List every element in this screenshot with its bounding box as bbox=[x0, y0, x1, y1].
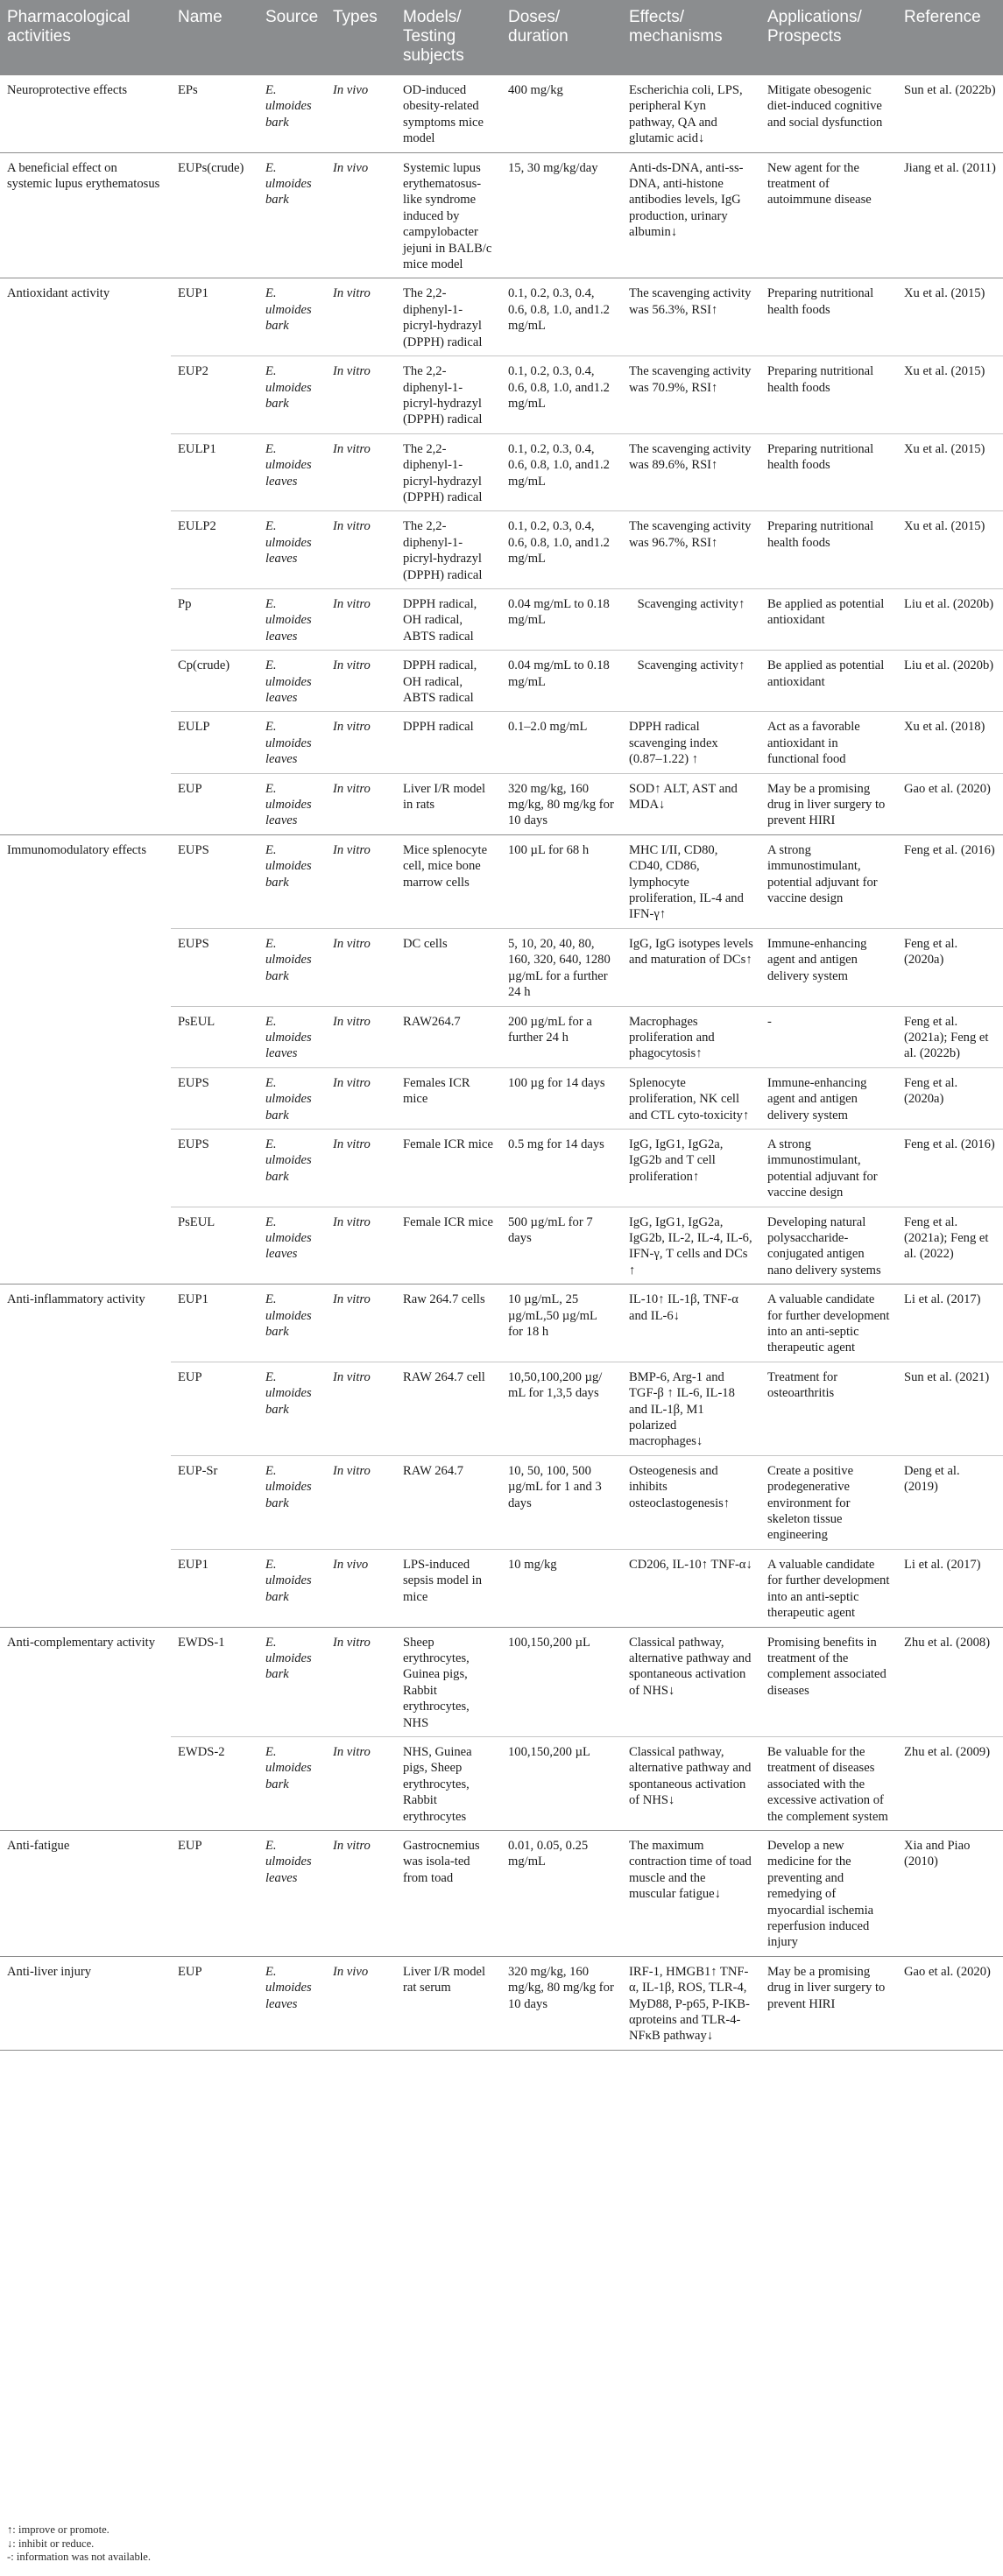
cell-type: In vitro bbox=[326, 356, 396, 434]
footnotes bbox=[7, 2523, 151, 2565]
header-models: Models/ Testing subjects bbox=[396, 0, 501, 75]
cell-reference: Feng et al. (2016) bbox=[897, 1129, 1003, 1207]
cell-activity: Anti-liver injury bbox=[0, 1956, 171, 2050]
cell-effect: CD206, IL-10↑ TNF-α↓ bbox=[622, 1549, 760, 1627]
cell-model: The 2,2-diphenyl-1-picryl-hydrazyl (DPPH) radical bbox=[396, 511, 501, 589]
cell-effect: Classical pathway, alternative pathway and spontaneous activation of NHS↓ bbox=[622, 1736, 760, 1830]
cell-activity: A beneficial effect on systemic lupus erythematosus bbox=[0, 152, 171, 278]
cell-application: Immune-enhancing agent and antigen delivery system bbox=[760, 928, 897, 1006]
cell-dose: 100 µL for 68 h bbox=[501, 834, 622, 928]
cell-effect: Splenocyte proliferation, NK cell and CTL cyto-toxicity↑ bbox=[622, 1067, 760, 1129]
cell-model: DPPH radical, OH radical, ABTS radical bbox=[396, 651, 501, 712]
cell-name: EUPS bbox=[171, 834, 258, 928]
cell-effect: IRF-1, HMGB1↑ TNF-α, IL-1β, ROS, TLR-4, MyD88, P-p65, P-IKB-αproteins and TLR-4-NFκB pathway↓ bbox=[622, 1956, 760, 2050]
cell-application: Preparing nutritional health foods bbox=[760, 356, 897, 434]
cell-reference: Liu et al. (2020b) bbox=[897, 651, 1003, 712]
cell-application: Act as a favorable antioxidant in functional food bbox=[760, 712, 897, 773]
cell-model: Liver I/R model rat serum bbox=[396, 1956, 501, 2050]
cell-name: EUPs(crude) bbox=[171, 152, 258, 278]
table-row bbox=[0, 1627, 1003, 1736]
cell-type: In vitro bbox=[326, 1207, 396, 1284]
cell-model: Female ICR mice bbox=[396, 1129, 501, 1207]
cell-type: In vitro bbox=[326, 1830, 396, 1956]
cell-application: Immune-enhancing agent and antigen delivery system bbox=[760, 1067, 897, 1129]
cell-dose: 10, 50, 100, 500 µg/mL for 1 and 3 days bbox=[501, 1455, 622, 1549]
cell-application: Promising benefits in treatment of the complement associated diseases bbox=[760, 1627, 897, 1736]
cell-source: E. ulmoides leaves bbox=[258, 511, 326, 589]
cell-name: Pp bbox=[171, 588, 258, 650]
cell-name: EUP bbox=[171, 1362, 258, 1455]
cell-model: Systemic lupus erythematosus-like syndrome induced by campylobacter jejuni in BALB/c mice model bbox=[396, 152, 501, 278]
cell-reference: Li et al. (2017) bbox=[897, 1549, 1003, 1627]
cell-dose: 320 mg/kg, 160 mg/kg, 80 mg/kg for 10 days bbox=[501, 1956, 622, 2050]
table-row bbox=[0, 75, 1003, 153]
cell-activity: Anti-fatigue bbox=[0, 1830, 171, 1956]
cell-source: E. ulmoides leaves bbox=[258, 651, 326, 712]
cell-application: Preparing nutritional health foods bbox=[760, 511, 897, 589]
cell-name: EPs bbox=[171, 75, 258, 153]
cell-reference: Feng et al. (2016) bbox=[897, 834, 1003, 928]
cell-effect: The scavenging activity was 70.9%, RSI↑ bbox=[622, 356, 760, 434]
cell-model: Sheep erythrocytes, Guinea pigs, Rabbit erythrocytes, NHS bbox=[396, 1627, 501, 1736]
cell-dose: 0.1, 0.2, 0.3, 0.4, 0.6, 0.8, 1.0, and1.2 mg/mL bbox=[501, 356, 622, 434]
cell-name: EWDS-1 bbox=[171, 1627, 258, 1736]
cell-name: EUP bbox=[171, 1956, 258, 2050]
cell-source: E. ulmoides bark bbox=[258, 1284, 326, 1362]
cell-source: E. ulmoides bark bbox=[258, 1736, 326, 1830]
cell-source: E. ulmoides bark bbox=[258, 1627, 326, 1736]
table-header-row bbox=[0, 0, 1003, 75]
cell-reference: Xu et al. (2015) bbox=[897, 278, 1003, 356]
cell-reference: Feng et al. (2020a) bbox=[897, 1067, 1003, 1129]
cell-source: E. ulmoides leaves bbox=[258, 433, 326, 511]
cell-source: E. ulmoides bark bbox=[258, 834, 326, 928]
cell-reference: Xu et al. (2018) bbox=[897, 712, 1003, 773]
cell-source: E. ulmoides leaves bbox=[258, 1207, 326, 1284]
cell-type: In vitro bbox=[326, 651, 396, 712]
cell-type: In vitro bbox=[326, 588, 396, 650]
header-applications: Applications/ Prospects bbox=[760, 0, 897, 75]
cell-effect: The scavenging activity was 89.6%, RSI↑ bbox=[622, 433, 760, 511]
cell-type: In vitro bbox=[326, 278, 396, 356]
cell-effect: MHC I/II, CD80, CD40, CD86, lymphocyte proliferation, IL-4 and IFN-γ↑ bbox=[622, 834, 760, 928]
cell-source: E. ulmoides leaves bbox=[258, 588, 326, 650]
cell-dose: 15, 30 mg/kg/day bbox=[501, 152, 622, 278]
cell-activity: Antioxidant activity bbox=[0, 278, 171, 834]
cell-reference: Xu et al. (2015) bbox=[897, 511, 1003, 589]
header-name: Name bbox=[171, 0, 258, 75]
cell-name: EULP1 bbox=[171, 433, 258, 511]
cell-source: E. ulmoides bark bbox=[258, 1129, 326, 1207]
cell-dose: 0.5 mg for 14 days bbox=[501, 1129, 622, 1207]
cell-model: Raw 264.7 cells bbox=[396, 1284, 501, 1362]
header-source: Source bbox=[258, 0, 326, 75]
cell-dose: 0.1, 0.2, 0.3, 0.4, 0.6, 0.8, 1.0, and1.2 mg/mL bbox=[501, 511, 622, 589]
cell-dose: 10 µg/mL, 25 µg/mL,50 µg/mL for 18 h bbox=[501, 1284, 622, 1362]
cell-activity: Immunomodulatory effects bbox=[0, 834, 171, 1284]
cell-source: E. ulmoides leaves bbox=[258, 712, 326, 773]
cell-name: EUP bbox=[171, 1830, 258, 1956]
cell-application: Be valuable for the treatment of diseases associated with the excessive activation of the complement system bbox=[760, 1736, 897, 1830]
cell-effect: IgG, IgG1, IgG2a, IgG2b, IL-2, IL-4, IL-6, IFN-γ, T cells and DCs ↑ bbox=[622, 1207, 760, 1284]
footnote-improve: ↑: improve or promote. bbox=[7, 2523, 109, 2536]
footnote-inhibit: ↓: inhibit or reduce. bbox=[7, 2537, 95, 2550]
cell-source: E. ulmoides bark bbox=[258, 1455, 326, 1549]
table-body bbox=[0, 75, 1003, 2051]
cell-dose: 0.1–2.0 mg/mL bbox=[501, 712, 622, 773]
cell-name: Cp(crude) bbox=[171, 651, 258, 712]
cell-application: Mitigate obesogenic diet-induced cognitive and social dysfunction bbox=[760, 75, 897, 153]
cell-model: Gastrocnemius was isola-ted from toad bbox=[396, 1830, 501, 1956]
cell-model: DPPH radical bbox=[396, 712, 501, 773]
cell-reference: Xu et al. (2015) bbox=[897, 356, 1003, 434]
cell-dose: 100 µg for 14 days bbox=[501, 1067, 622, 1129]
cell-type: In vitro bbox=[326, 1736, 396, 1830]
cell-application: Develop a new medicine for the preventing and remedying of myocardial ischemia reperfusion induced injury bbox=[760, 1830, 897, 1956]
cell-application: Be applied as potential antioxidant bbox=[760, 651, 897, 712]
cell-reference: Liu et al. (2020b) bbox=[897, 588, 1003, 650]
cell-type: In vitro bbox=[326, 511, 396, 589]
cell-application: New agent for the treatment of autoimmune disease bbox=[760, 152, 897, 278]
cell-effect: Escherichia coli, LPS, peripheral Kyn pathway, QA and glutamic acid↓ bbox=[622, 75, 760, 153]
cell-name: EUPS bbox=[171, 928, 258, 1006]
cell-model: Liver I/R model in rats bbox=[396, 773, 501, 834]
cell-model: The 2,2-diphenyl-1-picryl-hydrazyl (DPPH) radical bbox=[396, 356, 501, 434]
cell-model: Females ICR mice bbox=[396, 1067, 501, 1129]
header-types: Types bbox=[326, 0, 396, 75]
cell-effect: Osteogenesis and inhibits osteoclastogenesis↑ bbox=[622, 1455, 760, 1549]
cell-type: In vitro bbox=[326, 1284, 396, 1362]
cell-reference: Zhu et al. (2009) bbox=[897, 1736, 1003, 1830]
cell-dose: 0.04 mg/mL to 0.18 mg/mL bbox=[501, 651, 622, 712]
cell-activity: Neuroprotective effects bbox=[0, 75, 171, 153]
cell-name: EUPS bbox=[171, 1067, 258, 1129]
cell-model: Mice splenocyte cell, mice bone marrow cells bbox=[396, 834, 501, 928]
cell-source: E. ulmoides leaves bbox=[258, 1956, 326, 2050]
header-reference: Reference bbox=[897, 0, 1003, 75]
cell-application: Be applied as potential antioxidant bbox=[760, 588, 897, 650]
cell-effect: IL-10↑ IL-1β, TNF-α and IL-6↓ bbox=[622, 1284, 760, 1362]
cell-source: E. ulmoides bark bbox=[258, 1067, 326, 1129]
cell-reference: Sun et al. (2022b) bbox=[897, 75, 1003, 153]
cell-dose: 100,150,200 µL bbox=[501, 1736, 622, 1830]
table-row bbox=[0, 152, 1003, 278]
header-doses: Doses/ duration bbox=[501, 0, 622, 75]
header-activity: Pharmacological activities bbox=[0, 0, 171, 75]
cell-effect: The maximum contraction time of toad muscle and the muscular fatigue↓ bbox=[622, 1830, 760, 1956]
cell-source: E. ulmoides leaves bbox=[258, 773, 326, 834]
cell-type: In vivo bbox=[326, 152, 396, 278]
cell-application: Preparing nutritional health foods bbox=[760, 278, 897, 356]
cell-type: In vitro bbox=[326, 834, 396, 928]
cell-name: EULP bbox=[171, 712, 258, 773]
cell-model: RAW264.7 bbox=[396, 1006, 501, 1067]
cell-source: E. ulmoides bark bbox=[258, 356, 326, 434]
cell-application: Developing natural polysaccharide-conjugated antigen nano delivery systems bbox=[760, 1207, 897, 1284]
cell-type: In vitro bbox=[326, 1129, 396, 1207]
cell-reference: Feng et al. (2020a) bbox=[897, 928, 1003, 1006]
cell-dose: 5, 10, 20, 40, 80, 160, 320, 640, 1280 µg/mL for a further 24 h bbox=[501, 928, 622, 1006]
cell-model: RAW 264.7 bbox=[396, 1455, 501, 1549]
cell-application: Preparing nutritional health foods bbox=[760, 433, 897, 511]
cell-type: In vitro bbox=[326, 1006, 396, 1067]
cell-dose: 400 mg/kg bbox=[501, 75, 622, 153]
cell-activity: Anti-complementary activity bbox=[0, 1627, 171, 1830]
cell-reference: Deng et al. (2019) bbox=[897, 1455, 1003, 1549]
cell-type: In vitro bbox=[326, 712, 396, 773]
cell-type: In vivo bbox=[326, 75, 396, 153]
cell-model: Female ICR mice bbox=[396, 1207, 501, 1284]
cell-application: Treatment for osteoarthritis bbox=[760, 1362, 897, 1455]
cell-dose: 0.04 mg/mL to 0.18 mg/mL bbox=[501, 588, 622, 650]
cell-type: In vitro bbox=[326, 1362, 396, 1455]
cell-type: In vitro bbox=[326, 433, 396, 511]
cell-dose: 0.1, 0.2, 0.3, 0.4, 0.6, 0.8, 1.0, and1.2 mg/mL bbox=[501, 278, 622, 356]
cell-source: E. ulmoides bark bbox=[258, 1549, 326, 1627]
cell-type: In vitro bbox=[326, 928, 396, 1006]
header-effects: Effects/ mechanisms bbox=[622, 0, 760, 75]
cell-dose: 500 µg/mL for 7 days bbox=[501, 1207, 622, 1284]
cell-application: May be a promising drug in liver surgery to prevent HIRI bbox=[760, 1956, 897, 2050]
cell-name: EULP2 bbox=[171, 511, 258, 589]
cell-reference: Feng et al. (2021a); Feng et al. (2022b) bbox=[897, 1006, 1003, 1067]
cell-effect: DPPH radical scavenging index (0.87–1.22) ↑ bbox=[622, 712, 760, 773]
cell-reference: Xu et al. (2015) bbox=[897, 433, 1003, 511]
cell-application: - bbox=[760, 1006, 897, 1067]
cell-model: The 2,2-diphenyl-1-picryl-hydrazyl (DPPH) radical bbox=[396, 278, 501, 356]
cell-dose: 0.1, 0.2, 0.3, 0.4, 0.6, 0.8, 1.0, and1.2 mg/mL bbox=[501, 433, 622, 511]
cell-reference: Gao et al. (2020) bbox=[897, 1956, 1003, 2050]
cell-effect: Macrophages proliferation and phagocytosis↑ bbox=[622, 1006, 760, 1067]
cell-application: A strong immunostimulant, potential adjuvant for vaccine design bbox=[760, 1129, 897, 1207]
cell-model: NHS, Guinea pigs, Sheep erythrocytes, Rabbit erythrocytes bbox=[396, 1736, 501, 1830]
cell-source: E. ulmoides bark bbox=[258, 278, 326, 356]
cell-type: In vivo bbox=[326, 1549, 396, 1627]
cell-reference: Sun et al. (2021) bbox=[897, 1362, 1003, 1455]
cell-dose: 10,50,100,200 µg/ mL for 1,3,5 days bbox=[501, 1362, 622, 1455]
cell-application: A valuable candidate for further development into an anti-septic therapeutic agent bbox=[760, 1549, 897, 1627]
cell-dose: 0.01, 0.05, 0.25 mg/mL bbox=[501, 1830, 622, 1956]
cell-name: EUP-Sr bbox=[171, 1455, 258, 1549]
cell-source: E. ulmoides leaves bbox=[258, 1830, 326, 1956]
cell-application: A valuable candidate for further development into an anti-septic therapeutic agent bbox=[760, 1284, 897, 1362]
cell-type: In vivo bbox=[326, 1956, 396, 2050]
cell-reference: Xia and Piao (2010) bbox=[897, 1830, 1003, 1956]
cell-effect: Scavenging activity↑ bbox=[622, 651, 760, 712]
cell-name: EUP bbox=[171, 773, 258, 834]
cell-source: E. ulmoides bark bbox=[258, 928, 326, 1006]
cell-name: PsEUL bbox=[171, 1207, 258, 1284]
cell-name: EUP1 bbox=[171, 1549, 258, 1627]
cell-model: RAW 264.7 cell bbox=[396, 1362, 501, 1455]
cell-effect: SOD↑ ALT, AST and MDA↓ bbox=[622, 773, 760, 834]
cell-reference: Jiang et al. (2011) bbox=[897, 152, 1003, 278]
footnote-na: -: information was not available. bbox=[7, 2551, 152, 2563]
cell-name: EUP2 bbox=[171, 356, 258, 434]
cell-type: In vitro bbox=[326, 1455, 396, 1549]
cell-effect: Scavenging activity↑ bbox=[622, 588, 760, 650]
cell-dose: 10 mg/kg bbox=[501, 1549, 622, 1627]
cell-type: In vitro bbox=[326, 1627, 396, 1736]
cell-name: EUPS bbox=[171, 1129, 258, 1207]
cell-source: E. ulmoides bark bbox=[258, 152, 326, 278]
cell-reference: Li et al. (2017) bbox=[897, 1284, 1003, 1362]
cell-name: EUP1 bbox=[171, 1284, 258, 1362]
cell-effect: IgG, IgG1, IgG2a, IgG2b and T cell proliferation↑ bbox=[622, 1129, 760, 1207]
cell-model: LPS-induced sepsis model in mice bbox=[396, 1549, 501, 1627]
cell-application: A strong immunostimulant, potential adjuvant for vaccine design bbox=[760, 834, 897, 928]
cell-dose: 200 µg/mL for a further 24 h bbox=[501, 1006, 622, 1067]
cell-reference: Feng et al. (2021a); Feng et al. (2022) bbox=[897, 1207, 1003, 1284]
cell-name: PsEUL bbox=[171, 1006, 258, 1067]
cell-application: Create a positive prodegenerative environment for skeleton tissue engineering bbox=[760, 1455, 897, 1549]
table-row bbox=[0, 834, 1003, 928]
cell-source: E. ulmoides bark bbox=[258, 1362, 326, 1455]
cell-model: The 2,2-diphenyl-1-picryl-hydrazyl (DPPH) radical bbox=[396, 433, 501, 511]
cell-source: E. ulmoides leaves bbox=[258, 1006, 326, 1067]
cell-name: EUP1 bbox=[171, 278, 258, 356]
cell-type: In vitro bbox=[326, 773, 396, 834]
cell-application: May be a promising drug in liver surgery to prevent HIRI bbox=[760, 773, 897, 834]
cell-activity: Anti-inflammatory activity bbox=[0, 1284, 171, 1627]
cell-effect: Classical pathway, alternative pathway and spontaneous activation of NHS↓ bbox=[622, 1627, 760, 1736]
cell-model: DC cells bbox=[396, 928, 501, 1006]
cell-effect: The scavenging activity was 56.3%, RSI↑ bbox=[622, 278, 760, 356]
cell-name: EWDS-2 bbox=[171, 1736, 258, 1830]
cell-effect: BMP-6, Arg-1 and TGF-β ↑ IL-6, IL-18 and IL-1β, M1 polarized macrophages↓ bbox=[622, 1362, 760, 1455]
cell-reference: Zhu et al. (2008) bbox=[897, 1627, 1003, 1736]
cell-model: DPPH radical, OH radical, ABTS radical bbox=[396, 588, 501, 650]
table-row bbox=[0, 278, 1003, 356]
cell-effect: Anti-ds-DNA, anti-ss-DNA, anti-histone antibodies levels, IgG production, urinary albumin↓ bbox=[622, 152, 760, 278]
cell-model: OD-induced obesity-related symptoms mice model bbox=[396, 75, 501, 153]
table-row bbox=[0, 1830, 1003, 1956]
table-row bbox=[0, 1956, 1003, 2050]
cell-dose: 320 mg/kg, 160 mg/kg, 80 mg/kg for 10 days bbox=[501, 773, 622, 834]
table-row bbox=[0, 1284, 1003, 1362]
cell-effect: IgG, IgG isotypes levels and maturation of DCs↑ bbox=[622, 928, 760, 1006]
cell-dose: 100,150,200 µL bbox=[501, 1627, 622, 1736]
cell-reference: Gao et al. (2020) bbox=[897, 773, 1003, 834]
cell-source: E. ulmoides bark bbox=[258, 75, 326, 153]
cell-effect: The scavenging activity was 96.7%, RSI↑ bbox=[622, 511, 760, 589]
cell-type: In vitro bbox=[326, 1067, 396, 1129]
